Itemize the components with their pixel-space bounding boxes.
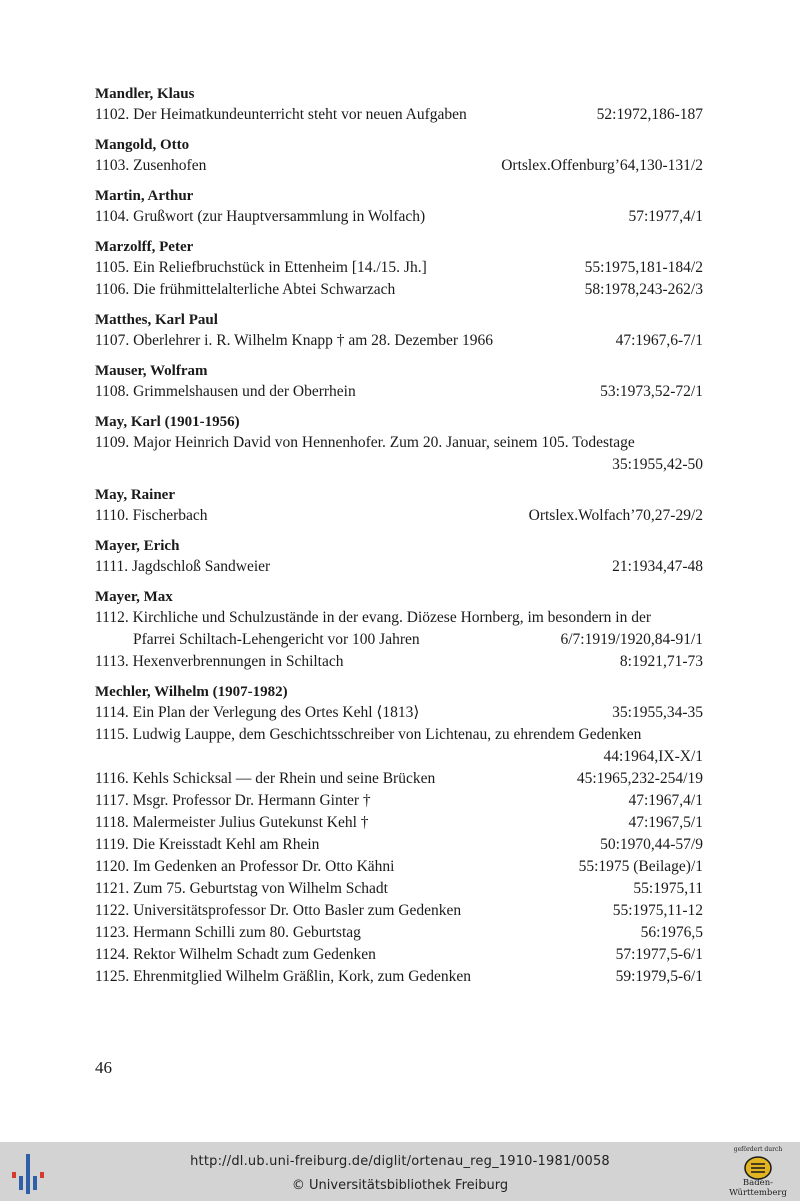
entry-row bbox=[95, 944, 703, 966]
entry-row bbox=[95, 966, 703, 988]
author-heading: Mechler, Wilhelm (1907-1982) bbox=[95, 684, 288, 700]
entry-reference: 56:1976,5 bbox=[640, 924, 703, 941]
footer-url-link[interactable]: http://dl.ub.uni-freiburg.de/diglit/ortenau_reg_1910-1981/0058 bbox=[190, 1154, 610, 1169]
author-group bbox=[95, 536, 703, 578]
entry-row bbox=[95, 257, 703, 279]
author-group bbox=[95, 587, 703, 673]
entry-title: 1124. Rektor Wilhelm Schadt zum Gedenken bbox=[95, 946, 376, 963]
author-group bbox=[95, 186, 703, 228]
bibliography-list bbox=[95, 84, 703, 988]
entry-row bbox=[95, 556, 703, 578]
entry-title: 1104. Grußwort (zur Hauptversammlung in Wolfach) bbox=[95, 208, 426, 225]
entry-reference: Ortslex.Wolfach’70,27-29/2 bbox=[528, 507, 703, 524]
author-group bbox=[95, 361, 703, 403]
author-heading: Mayer, Max bbox=[95, 589, 173, 605]
entry-reference: 47:1967,4/1 bbox=[628, 792, 703, 809]
entry-reference: 21:1934,47-48 bbox=[612, 558, 703, 575]
author-group bbox=[95, 485, 703, 527]
entry-reference: 59:1979,5-6/1 bbox=[615, 968, 703, 985]
entry-reference: 55:1975 (Beilage)/1 bbox=[578, 858, 703, 875]
entry-row bbox=[95, 432, 703, 476]
entry-reference: 57:1977,5-6/1 bbox=[615, 946, 703, 963]
author-heading: Martin, Arthur bbox=[95, 188, 194, 204]
entry-reference: Ortslex.Offenburg’64,130-131/2 bbox=[501, 157, 703, 174]
entry-reference: 55:1975,11 bbox=[633, 880, 703, 897]
entry-title: 1110. Fischerbach bbox=[95, 507, 208, 524]
entry-row bbox=[95, 505, 703, 527]
entry-row bbox=[95, 878, 703, 900]
author-heading: Mayer, Erich bbox=[95, 538, 180, 554]
entry-row bbox=[95, 900, 703, 922]
entry-title: 1114. Ein Plan der Verlegung des Ortes Kehl ⟨1813⟩ bbox=[95, 704, 420, 721]
entry-title: 1115. Ludwig Lauppe, dem Geschichtsschreiber von Lichtenau, zu ehrendem Gedenken bbox=[95, 726, 642, 743]
entry-row bbox=[95, 279, 703, 301]
author-group bbox=[95, 237, 703, 301]
entry-title: 1111. Jagdschloß Sandweier bbox=[95, 558, 271, 575]
entry-reference: 47:1967,6-7/1 bbox=[615, 332, 703, 349]
entry-row bbox=[95, 856, 703, 878]
entry-reference: 35:1955,42-50 bbox=[612, 456, 703, 473]
entry-title: 1120. Im Gedenken an Professor Dr. Otto Kähni bbox=[95, 858, 395, 875]
footer-copyright: © Universitätsbibliothek Freiburg bbox=[291, 1178, 509, 1193]
entry-reference: 45:1965,232-254/19 bbox=[576, 770, 703, 787]
entry-title: 1106. Die frühmittelalterliche Abtei Schwarzach bbox=[95, 281, 396, 298]
entry-reference: 44:1964,IX-X/1 bbox=[603, 748, 703, 765]
entry-row bbox=[95, 834, 703, 856]
entry-reference: 55:1975,181-184/2 bbox=[584, 259, 703, 276]
entry-reference: 53:1973,52-72/1 bbox=[600, 383, 703, 400]
page-number: 46 bbox=[95, 1058, 112, 1077]
entry-title: 1117. Msgr. Professor Dr. Hermann Ginter † bbox=[95, 792, 371, 809]
author-heading: May, Karl (1901-1956) bbox=[95, 414, 240, 430]
author-group bbox=[95, 84, 703, 126]
entry-reference: 58:1978,243-262/3 bbox=[584, 281, 703, 298]
entry-row bbox=[95, 702, 703, 724]
entry-title: 1103. Zusenhofen bbox=[95, 157, 207, 174]
bw-badge-bottom-text: Baden-Württemberg bbox=[729, 1178, 787, 1198]
entry-title: 1118. Malermeister Julius Gutekunst Kehl † bbox=[95, 814, 369, 831]
entry-reference: 52:1972,186-187 bbox=[596, 106, 703, 123]
entry-title: 1121. Zum 75. Geburtstag von Wilhelm Schadt bbox=[95, 880, 388, 897]
entry-row bbox=[95, 155, 703, 177]
entry-title: 1123. Hermann Schilli zum 80. Geburtstag bbox=[95, 924, 361, 941]
author-heading: Mauser, Wolfram bbox=[95, 363, 208, 379]
author-heading: Mangold, Otto bbox=[95, 137, 190, 153]
entry-row bbox=[95, 724, 703, 768]
entry-row bbox=[95, 812, 703, 834]
author-group bbox=[95, 412, 703, 476]
entry-title: 1107. Oberlehrer i. R. Wilhelm Knapp † am 28. Dezember 1966 bbox=[95, 332, 493, 349]
entry-reference: 57:1977,4/1 bbox=[628, 208, 703, 225]
entry-reference: 35:1955,34-35 bbox=[612, 704, 703, 721]
author-group bbox=[95, 682, 703, 988]
author-heading: Marzolff, Peter bbox=[95, 239, 194, 255]
entry-row bbox=[95, 768, 703, 790]
entry-row bbox=[95, 790, 703, 812]
footer-bar bbox=[0, 1142, 800, 1201]
author-group bbox=[95, 310, 703, 352]
author-heading: Mandler, Klaus bbox=[95, 86, 195, 102]
entry-title: 1112. Kirchliche und Schulzustände in der evang. Diözese Hornberg, im besondern in der bbox=[95, 609, 651, 626]
entry-title-continued: Pfarrei Schiltach-Lehengericht vor 100 Jahren bbox=[133, 631, 420, 648]
entry-reference: 8:1921,71-73 bbox=[619, 653, 703, 670]
entry-reference: 6/7:1919/1920,84-91/1 bbox=[560, 631, 703, 648]
entry-reference: 47:1967,5/1 bbox=[628, 814, 703, 831]
entry-title: 1119. Die Kreisstadt Kehl am Rhein bbox=[95, 836, 320, 853]
entry-row bbox=[95, 651, 703, 673]
entry-title: 1102. Der Heimatkundeunterricht steht vor neuen Aufgaben bbox=[95, 106, 467, 123]
entry-title: 1113. Hexenverbrennungen in Schiltach bbox=[95, 653, 344, 670]
entry-title: 1125. Ehrenmitglied Wilhelm Gräßlin, Kork, zum Gedenken bbox=[95, 968, 472, 985]
entry-reference: 50:1970,44-57/9 bbox=[600, 836, 703, 853]
entry-row bbox=[95, 922, 703, 944]
entry-title: 1122. Universitätsprofessor Dr. Otto Basler zum Gedenken bbox=[95, 902, 462, 919]
author-group bbox=[95, 135, 703, 177]
entry-title: 1105. Ein Reliefbruchstück in Ettenheim [14./15. Jh.] bbox=[95, 259, 427, 276]
entry-row bbox=[95, 330, 703, 352]
entry-row bbox=[95, 206, 703, 228]
entry-reference: 55:1975,11-12 bbox=[612, 902, 703, 919]
entry-row bbox=[95, 104, 703, 126]
entry-row bbox=[95, 381, 703, 403]
bw-funding-badge bbox=[722, 1146, 794, 1200]
entry-row bbox=[95, 607, 703, 651]
author-heading: Matthes, Karl Paul bbox=[95, 312, 218, 328]
entry-title: 1108. Grimmelshausen und der Oberrhein bbox=[95, 383, 356, 400]
bw-badge-top-text: gefördert durch bbox=[733, 1146, 783, 1153]
author-heading: May, Rainer bbox=[95, 487, 175, 503]
entry-title: 1109. Major Heinrich David von Hennenhofer. Zum 20. Januar, seinem 105. Todestage bbox=[95, 434, 635, 451]
entry-title: 1116. Kehls Schicksal — der Rhein und seine Brücken bbox=[95, 770, 436, 787]
